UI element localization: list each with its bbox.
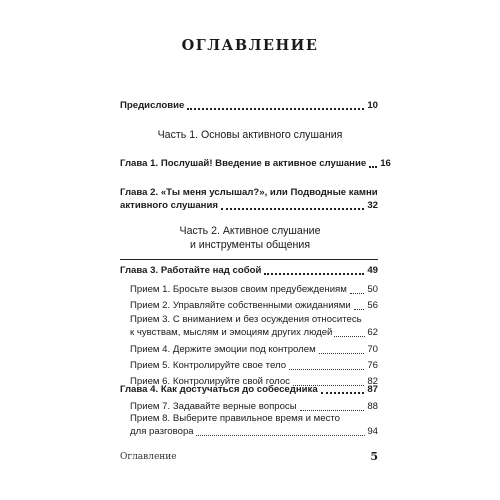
- toc-subentry-technique-1[interactable]: [130, 284, 378, 296]
- toc-entry-label: Глава 1. Послушай! Введение в активное слушание: [120, 158, 367, 169]
- toc-page-number: 49: [367, 265, 378, 276]
- toc-subentry-technique-2[interactable]: [130, 300, 378, 312]
- toc-entry-label: Прием 5. Контролируйте свое тело: [130, 360, 287, 371]
- part-1-heading: Часть 1. Основы активного слушания: [157, 129, 343, 141]
- toc-page-number: 76: [367, 360, 378, 371]
- toc-entry-preface[interactable]: [120, 100, 378, 112]
- dot-leader: [221, 208, 364, 210]
- dot-leader: [369, 166, 377, 168]
- page-number: 5: [370, 450, 378, 463]
- toc-page-number: 94: [367, 425, 378, 437]
- toc-entry-chapter-1[interactable]: [120, 158, 391, 170]
- toc-page-number: 50: [367, 284, 378, 295]
- dot-leader: [300, 410, 365, 411]
- toc-page-number: 62: [367, 326, 378, 338]
- toc-entry-label: Предисловие: [120, 100, 185, 111]
- dot-leader: [264, 273, 364, 275]
- toc-entry-chapter-3[interactable]: [120, 265, 378, 277]
- toc-entry-label: Прием 4. Держите эмоции под контролем: [130, 344, 316, 355]
- page-title: ОГЛАВЛЕНИЕ: [181, 37, 319, 54]
- toc-subentry-technique-4[interactable]: [130, 344, 378, 356]
- toc-entry-chapter-4[interactable]: [120, 384, 378, 396]
- section-divider: [120, 259, 378, 260]
- part-2-heading: [0, 225, 500, 252]
- dot-leader: [354, 309, 365, 310]
- toc-page-number: 56: [367, 300, 378, 311]
- toc-entry-chapter-2[interactable]: [120, 186, 378, 212]
- dot-leader: [187, 108, 364, 110]
- toc-entry-label-line-1: Прием 8. Выберите правильное время и место: [130, 413, 341, 424]
- dot-leader: [321, 392, 365, 394]
- toc-entry-label: Прием 6. Контролируйте свой голос: [130, 376, 290, 387]
- toc-page-number: 16: [380, 158, 391, 169]
- dot-leader: [334, 336, 365, 337]
- toc-entry-label-line-2: активного слушания: [120, 200, 218, 211]
- toc-entry-label: Прием 1. Бросьте вызов своим предубеждениям: [130, 284, 347, 295]
- toc-page-number: 88: [367, 401, 378, 412]
- toc-entry-label: Прием 7. Задавайте верные вопросы: [130, 401, 297, 412]
- toc-page-number: 82: [367, 376, 378, 387]
- toc-page-number: 70: [367, 344, 378, 355]
- toc-subentry-technique-5[interactable]: [130, 360, 378, 372]
- toc-subentry-technique-7[interactable]: [130, 401, 378, 413]
- toc-entry-label-line-1: Глава 2. «Ты меня услышал?», или Подводные камни: [120, 187, 378, 198]
- dot-leader: [196, 435, 366, 436]
- toc-page-number: 87: [367, 384, 378, 395]
- part-2-heading-line-1: Часть 2. Активное слушание: [179, 225, 321, 237]
- dot-leader: [319, 353, 365, 354]
- dot-leader: [350, 293, 364, 294]
- toc-entry-label: Глава 4. Как достучаться до собеседника: [120, 384, 318, 395]
- toc-entry-label-line-1: Прием 3. С вниманием и без осуждения относитесь: [130, 314, 362, 325]
- toc-page-number: 32: [367, 200, 378, 211]
- toc-entry-label: Глава 3. Работайте над собой: [120, 265, 262, 276]
- toc-subentry-technique-8[interactable]: [130, 413, 378, 438]
- toc-entry-label: Прием 2. Управляйте собственными ожиданиями: [130, 300, 351, 311]
- toc-entry-label-line-2: к чувствам, мыслям и эмоциям других людей: [130, 326, 333, 338]
- dot-leader: [289, 369, 364, 370]
- running-footer: Оглавление: [120, 452, 177, 462]
- toc-subentry-technique-3[interactable]: [130, 314, 378, 339]
- toc-entry-label-line-2: для разговора: [130, 425, 194, 437]
- toc-page-number: 10: [367, 100, 378, 111]
- part-2-heading-line-2: и инструменты общения: [189, 238, 311, 251]
